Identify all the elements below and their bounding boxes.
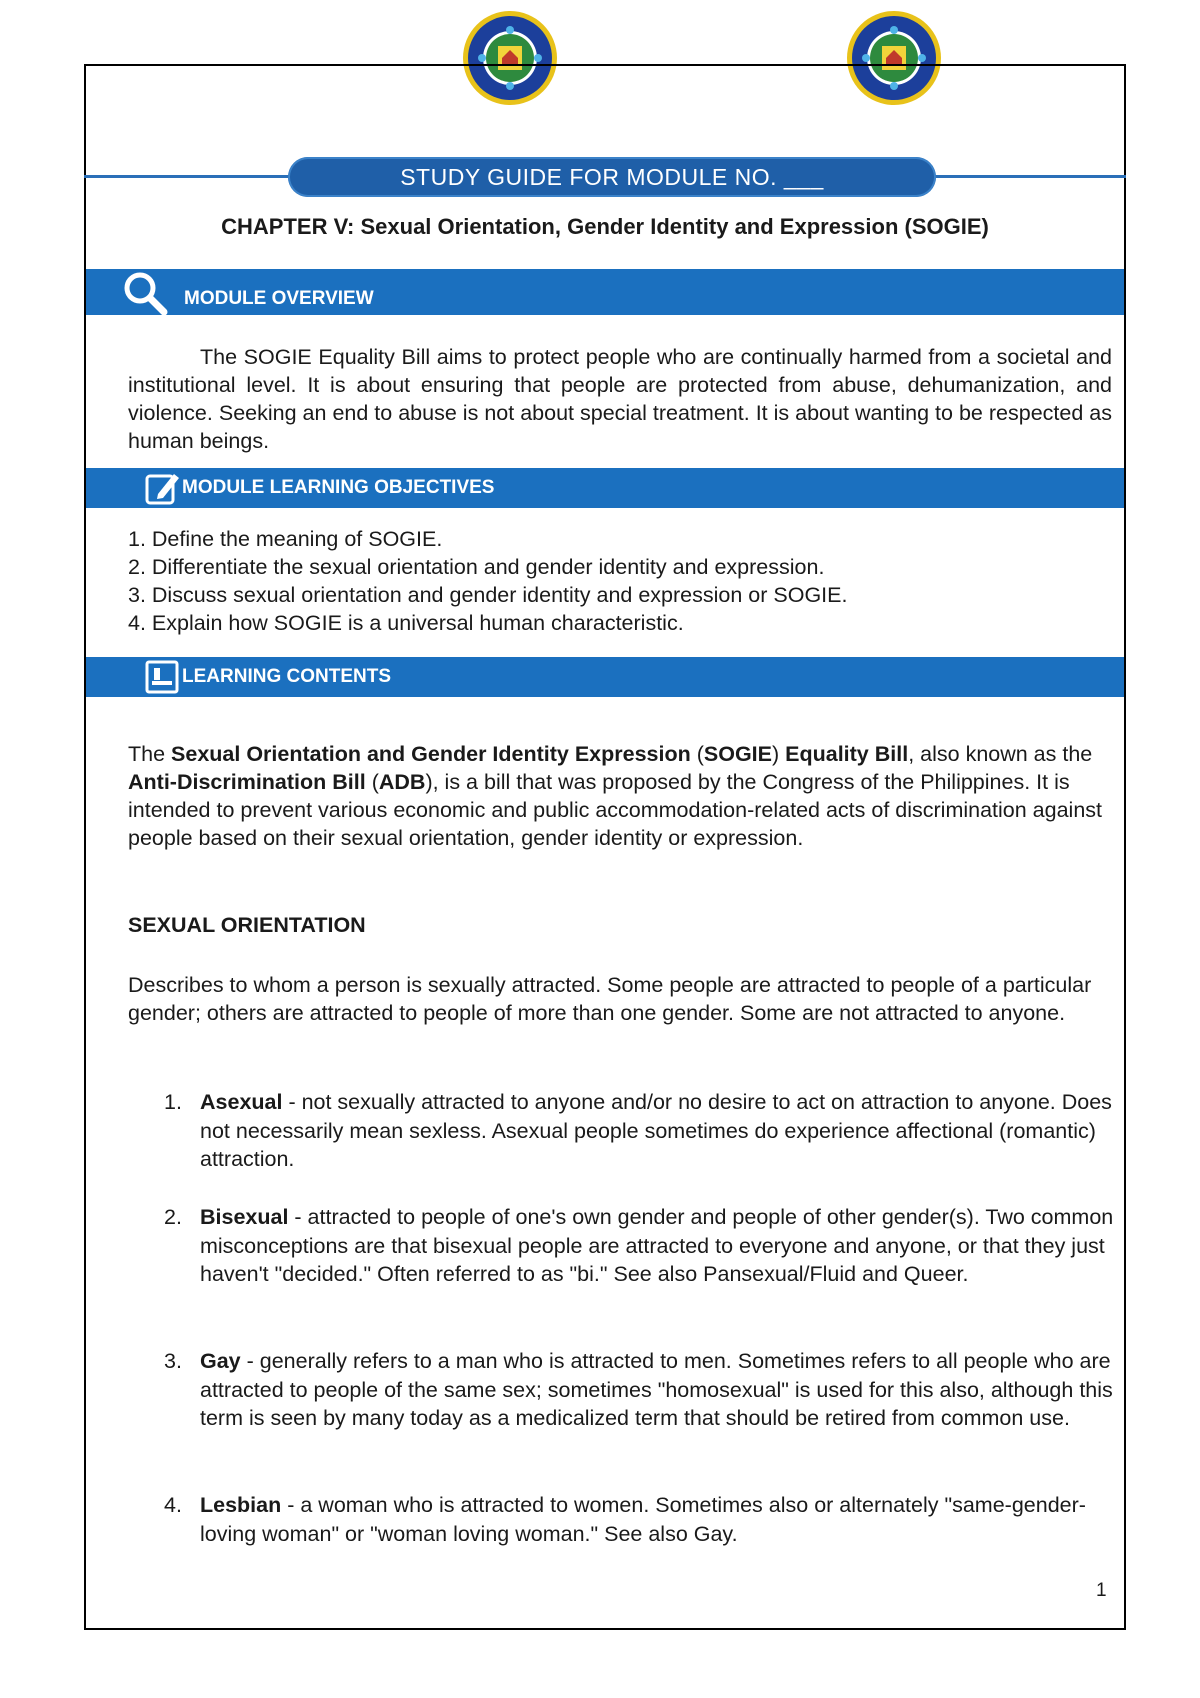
learning-contents-band bbox=[86, 657, 1124, 697]
definition-item: 3. Gay - generally refers to a man who is attracted to men. Sometimes refers to all people who are attracted to people of the same sex; sometimes "homosexual" is used for this also, although this term is seen by many today as a medicalized term that should be retired from common use. bbox=[164, 1349, 1113, 1430]
module-overview-band bbox=[86, 269, 1124, 315]
learning-contents-heading: LEARNING CONTENTS bbox=[182, 666, 391, 687]
page-number: 1 bbox=[1096, 1580, 1107, 1601]
chapter-heading: CHAPTER V: Sexual Orientation, Gender Identity and Expression (SOGIE) bbox=[221, 214, 989, 239]
anti-discrimination-bill: Anti-Discrimination Bill bbox=[128, 770, 366, 794]
definition-item: 4. Lesbian - a woman who is attracted to women. Sometimes also or alternately "same-gender-loving woman" or "woman loving woman." See also Gay. bbox=[164, 1493, 1086, 1546]
section-paragraph: Describes to whom a person is sexually attracted. Some people are attracted to people of a particular gender; others are attracted to people of more than one gender. Some are not attracted to anyone. bbox=[128, 973, 1092, 1025]
list-item: 4. Explain how SOGIE is a universal human characteristic. bbox=[128, 611, 684, 635]
adb-abbrev: ADB bbox=[378, 770, 426, 794]
definition-term: Lesbian bbox=[200, 1493, 282, 1517]
pencil-note-icon bbox=[144, 470, 180, 506]
learning-objectives-band bbox=[86, 468, 1124, 508]
learning-objectives-heading: MODULE LEARNING OBJECTIVES bbox=[182, 477, 495, 498]
overview-paragraph: The SOGIE Equality Bill aims to protect people who are continually harmed from a societal and institutional level. It is about ensuring that people are protected from abuse, dehumanization, and violence. Seeking an end to abuse is not about special treatment. It is about wanting to be respected as human beings. bbox=[128, 345, 1112, 453]
equality-bill: Equality Bill bbox=[785, 742, 909, 766]
list-item: 2. Differentiate the sexual orientation and gender identity and expression. bbox=[128, 555, 825, 579]
clipboard-icon bbox=[144, 659, 180, 695]
definition-item: 1. Asexual - not sexually attracted to anyone and/or no desire to act on attraction to anyone. Does not necessarily mean sexless. Asexual people sometimes do experience affectional (romantic) attraction. bbox=[164, 1090, 1112, 1171]
module-overview-text bbox=[128, 343, 1112, 455]
list-item: 3. Discuss sexual orientation and gender identity and expression or SOGIE. bbox=[128, 583, 848, 607]
list-item: 1. Define the meaning of SOGIE. bbox=[128, 527, 443, 551]
page-title: STUDY GUIDE FOR MODULE NO. ___ bbox=[400, 163, 824, 190]
definition-term: Asexual bbox=[200, 1090, 283, 1114]
title-banner bbox=[288, 157, 936, 197]
intro-paragraph: The Sexual Orientation and Gender Identity Expression (SOGIE) Equality Bill, also known as the Anti-Discrimination Bill (ADB), is a bill that was proposed by the Congress of the Philippines. It is intended to prevent various economic and public accommodation-related acts of discrimination against people based on their sexual orientation, gender identity or expression. bbox=[128, 742, 1103, 850]
definition-term: Gay bbox=[200, 1349, 241, 1373]
objectives-list bbox=[128, 525, 1108, 637]
definition-term: Bisexual bbox=[200, 1205, 289, 1229]
section-heading: SEXUAL ORIENTATION bbox=[128, 913, 366, 937]
definition-item: 2. Bisexual - attracted to people of one's own gender and people of other gender(s). Two common misconceptions are that bisexual people are attracted to everyone and anyone, or that they just haven't "decided." Often referred to as "bi." See also Pansexual/Fluid and Queer. bbox=[164, 1205, 1114, 1286]
sogie-abbrev: SOGIE bbox=[703, 742, 772, 766]
magnifier-icon bbox=[122, 270, 168, 316]
module-overview-heading: MODULE OVERVIEW bbox=[184, 288, 374, 309]
bill-name: Sexual Orientation and Gender Identity Expression bbox=[171, 742, 691, 766]
